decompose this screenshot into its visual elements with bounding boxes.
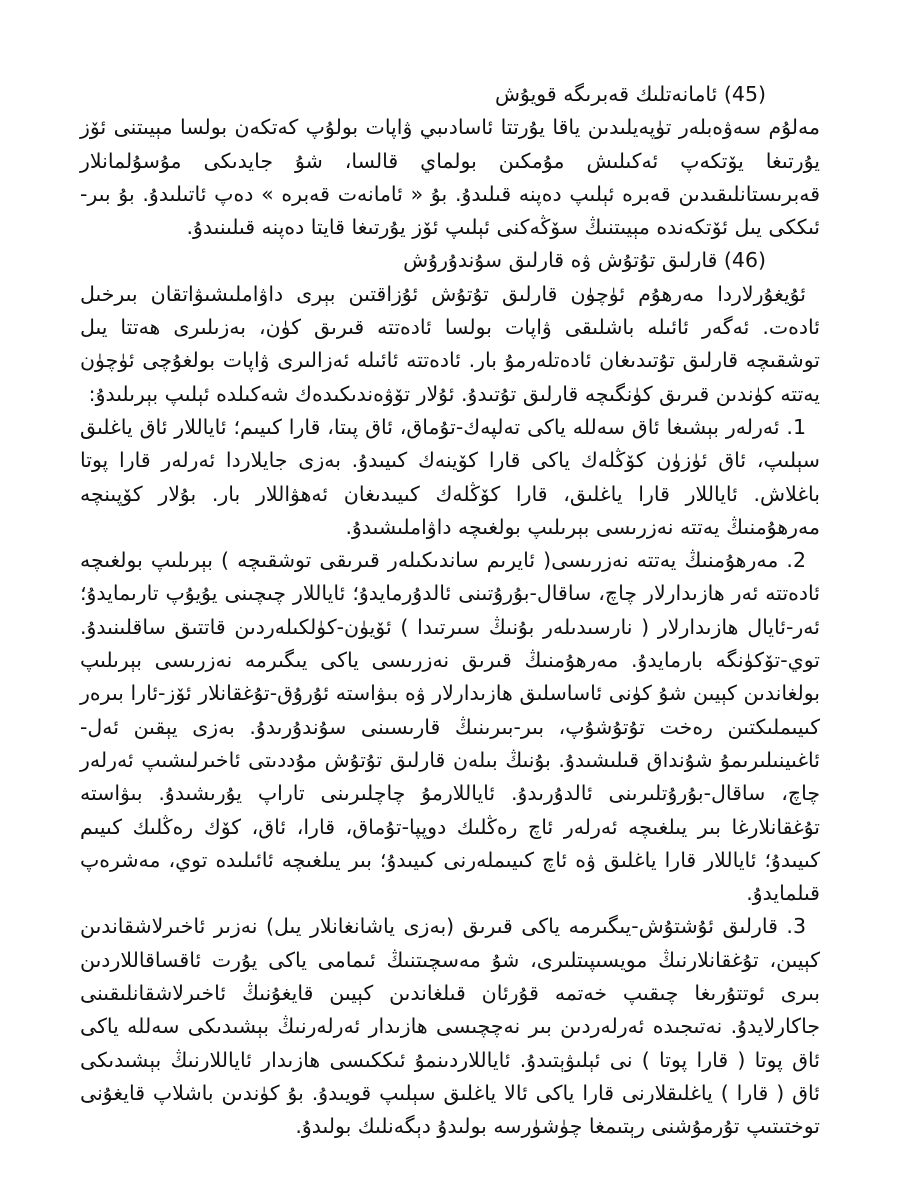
document-page: [80, 78, 820, 1144]
section-46-heading: (46) قارلىق تۇتۇش ۋە قارلىق سۇندۇرۇش: [403, 248, 766, 273]
section-46-item-2: 2. مەرھۇمنىڭ يەتتە نەزرىسى( ئايرىم ساندىكىلەر قىرىقى توشقىچە ) بېرىلىپ بولغىچە ئادەتتە ئەر ھازىدارلار چاچ، ساقال-بۇرۇتىنى ئالدۇرمايدۇ؛ ئاياللار چىچىنى يۇيۇپ تارىمايدۇ؛ ئەر-ئايال ھازىدارلار ( نارسىدىلەر بۇنىڭ سىرتىدا ) ئۆيۈن-كۈلكىلەردىن قاتتىق ساقلىنىدۇ. توي-تۆكۈنگە بارمايدۇ. مەرھۇمنىڭ قىرىق نەزرىسى ياكى يىگىرمە نەزرىسى بېرىلىپ بولغاندىن كېيىن شۇ كۈنى ئاساسلىق ھازىدارلار ۋە بىۋاستە ئۇرۇق-تۇغقانلار ئۆز-ئارا بىرەر كىيىملىكتىن رەخت تۇتۇشۇپ، بىر-بىرىنىڭ قارىسىنى سۇندۇرىدۇ. بەزى يېقىن ئەل-ئاغىينىلىرىمۇ شۇنداق قىلىشىدۇ. بۇنىڭ بىلەن قارلىق تۇتۇش مۇددىتى ئاخىرلىشىپ ئەرلەر چاچ، ساقال-بۇرۇتلىرىنى ئالدۇرىدۇ. ئاياللارمۇ چاچلىرىنى تاراپ يۇرىشىدۇ. بىۋاستە تۇغقانلارغا بىر يىلغىچە ئەرلەر ئاچ رەڭلىك دوپپا-تۇماق، قارا، ئاق، كۆك رەڭلىك كىيىم كىيىدۇ؛ ئاياللار قارا ياغلىق ۋە ئاچ كىيىملەرنى كىيىدۇ؛ بىر يىلغىچە ئائىلىدە توي، مەشرەپ قىلمايدۇ.: [80, 548, 820, 906]
section-45-heading: (45) ئامانەتلىك قەبرىگە قويۇش: [494, 82, 766, 106]
section-46-item-3: 3. قارلىق ئۇشتۇش-يىگىرمە ياكى قىرىق (بەزى ياشانغانلار يىل) نەزىر ئاخىرلاشقاندىن كېيىن، تۇغقانلارنىڭ مويسىپىتلىرى، شۇ مەسچىتنىڭ ئىمامى ياكى يۇرت ئاقساقاللاردىن بىرى ئوتتۇرىغا چىقىپ خەتمە قۇرئان قىلغاندىن كېيىن قايغۇنىڭ ئاخىرلاشقانلىقىنى جاكارلايدۇ. نەتىجىدە ئەرلەردىن بىر نەچچىسى ھازىدار ئەرلەرنىڭ بېشىدىكى سەللە ياكى ئاق پوتا ( قارا پوتا ) نى ئېلىۋېتىدۇ. ئاياللاردىنمۇ ئىككىسى ھازىدار ئاياللارنىڭ بېشىدىكى ئاق ( قارا ) ياغلىقلارنى قارا ياكى ئالا ياغلىق سېلىپ قويىدۇ. بۇ كۈندىن باشلاپ قايغۇنى توختىتىپ تۇرمۇشنى رېتىمغا چۈشۈرسە بولىدۇ دېگەنلىك بولىدۇ.: [80, 914, 820, 1139]
section-46-intro-paragraph: ئۇيغۇرلاردا مەرھۇم ئۈچۈن قارلىق تۇتۇش ئۇزاقتىن بېرى داۋاملىشىۋاتقان بىرخىل ئادەت. ئەگەر ئائىلە باشلىقى ۋاپات بولسا ئادەتتە قىرىق كۈن، بەزىلىرى ھەتتا يىل توشقىچە قارلىق تۇتىدىغان ئادەتلەرمۇ بار. ئادەتتە ئائىلە ئەزالىرى ۋاپات بولغۇچى ئۈچۈن يەتتە كۈندىن قىرىق كۈنگىچە قارلىق تۇتىدۇ. ئۇلار تۆۋەندىكىدەك شەكىلدە ئېلىپ بېرىلىدۇ:: [80, 281, 820, 406]
section-45-paragraph: مەلۇم سەۋەبلەر تۈپەيلىدىن ياقا يۇرتتا ئاسادىبي ۋاپات بولۇپ كەتكەن بولسا مېيىتنى ئۆز يۇرتىغا يۆتكەپ ئەكىلىش مۇمكىن بولماي قالسا، شۇ جايدىكى مۇسۇلمانلار قەبرىستانلىقىدىن قەبرە ئېلىپ دەپنە قىلىدۇ. بۇ « ئامانەت قەبرە » دەپ ئاتىلىدۇ. بۇ بىر-ئىككى يىل ئۆتكەندە مېيىتنىڭ سۆڭەكنى ئېلىپ ئۆز يۇرتىغا قايتا دەپنە قىلىنىدۇ.: [80, 115, 820, 240]
section-46-item-1: 1. ئەرلەر بېشىغا ئاق سەللە ياكى تەلپەك-تۇماق، ئاق پىتا، قارا كىيىم؛ ئاياللار ئاق ياغلىق سېلىپ، ئاق ئۈزۈن كۆڭلەك ياكى قارا كۆينەك كىيىدۇ. بەزى جايلاردا ئەرلەر قارا پوتا باغلاش. ئاياللار قارا ياغلىق، قارا كۆڭلەك كىيىدىغان ئەھۋاللار بار. بۇلار كۆپىنچە مەرھۇمنىڭ يەتتە نەزرىسى بېرىلىپ بولغىچە داۋاملىشىدۇ.: [80, 414, 820, 539]
